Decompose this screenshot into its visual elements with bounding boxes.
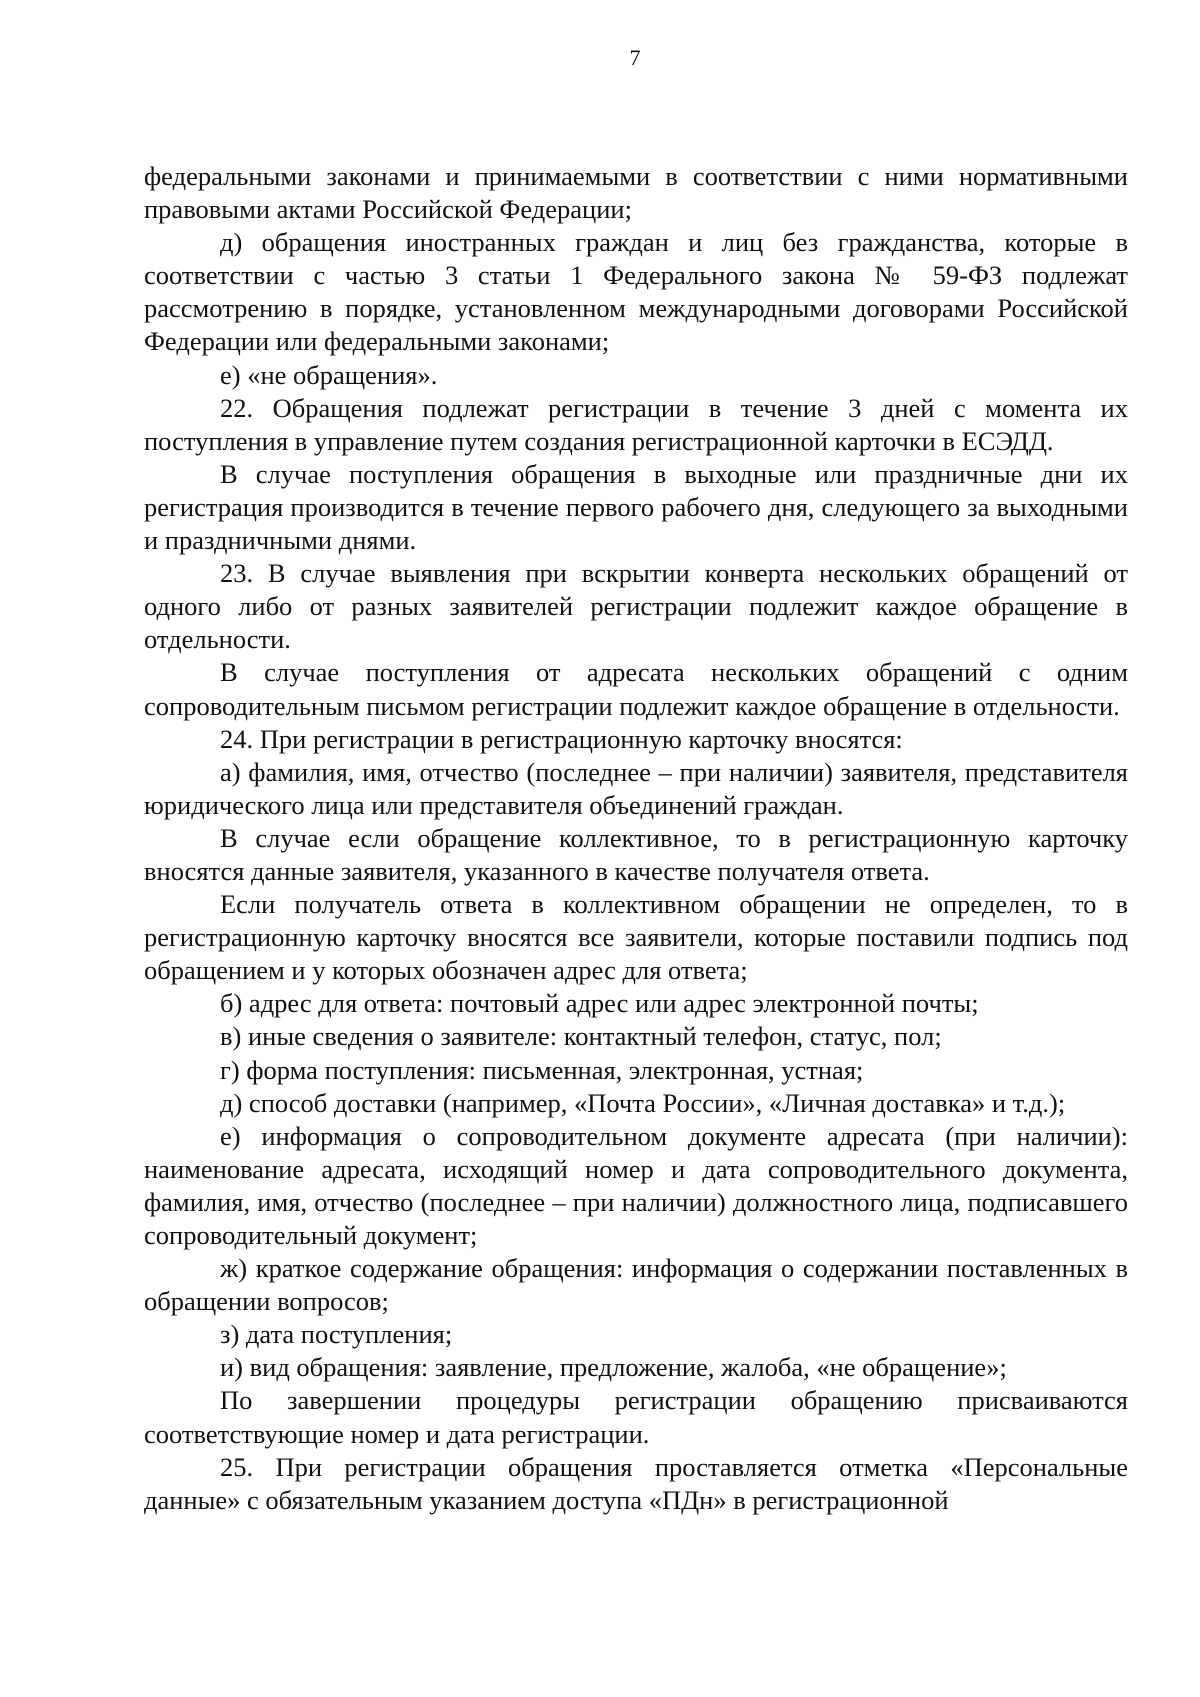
paragraph: в) иные сведения о заявителе: контактный телефон, статус, пол;	[220, 1021, 942, 1052]
document-body	[144, 160, 1128, 1517]
paragraph: з) дата поступления;	[220, 1319, 453, 1350]
paragraph: б) адрес для ответа: почтовый адрес или адрес электронной почты;	[220, 988, 979, 1019]
paragraph: 22. Обращения подлежат регистрации в течение 3 дней с момента их поступления в управление путем создания регистрационной карточки в ЕСЭДД.	[144, 392, 1128, 456]
paragraph: и) вид обращения: заявление, предложение, жалоба, «не обращение»;	[220, 1352, 1007, 1383]
paragraph: 25. При регистрации обращения проставляется отметка «Персональные данные» с обязательным указанием доступа «ПДн» в регистрационной	[144, 1451, 1128, 1515]
paragraph: а) фамилия, имя, отчество (последнее – при наличии) заявителя, представителя юридического лица или представителя объединений граждан.	[144, 756, 1128, 820]
paragraph: В случае если обращение коллективное, то в регистрационную карточку вносятся данные заявителя, указанного в качестве получателя ответа.	[144, 822, 1128, 886]
paragraph: е) информация о сопроводительном документе адресата (при наличии): наименование адресата, исходящий номер и дата сопроводительного документа, фамилия, имя, отчество (последнее – при наличии) должностного лица, подписавшего сопроводительный документ;	[144, 1120, 1128, 1250]
paragraph: ж) краткое содержание обращения: информация о содержании поставленных в обращении вопросов;	[144, 1253, 1128, 1317]
paragraph: В случае поступления обращения в выходные или праздничные дни их регистрация производится в течение первого рабочего дня, следующего за выходными и праздничными днями.	[144, 458, 1128, 556]
paragraph: 24. При регистрации в регистрационную карточку вносятся:	[220, 723, 903, 754]
paragraph: федеральными законами и принимаемыми в соответствии с ними нормативными правовыми актами Российской Федерации;	[144, 161, 1128, 225]
paragraph: е) «не обращения».	[220, 359, 438, 390]
paragraph: 23. В случае выявления при вскрытии конверта нескольких обращений от одного либо от разных заявителей регистрации подлежит каждое обращение в отдельности.	[144, 558, 1128, 655]
paragraph: В случае поступления от адресата нескольких обращений с одним сопроводительным письмом регистрации подлежит каждое обращение в отдельности.	[144, 657, 1128, 721]
paragraph: Если получатель ответа в коллективном обращении не определен, то в регистрационную карточку вносятся все заявители, которые поставили подпись под обращением и у которых обозначен адрес для ответа;	[144, 889, 1128, 986]
paragraph: По завершении процедуры регистрации обращению присваиваются соответствующие номер и дата регистрации.	[144, 1385, 1128, 1449]
paragraph: г) форма поступления: письменная, электронная, устная;	[220, 1054, 864, 1085]
paragraph: д) способ доставки (например, «Почта России», «Личная доставка» и т.д.);	[220, 1087, 1066, 1118]
page-number: 7	[629, 45, 641, 70]
paragraph: д) обращения иностранных граждан и лиц без гражданства, которые в соответствии с частью 3 статьи 1 Федерального закона № 59-ФЗ подлежат рассмотрению в порядке, установленном международными договорами Российской Федерации или федеральными законами;	[144, 227, 1128, 357]
